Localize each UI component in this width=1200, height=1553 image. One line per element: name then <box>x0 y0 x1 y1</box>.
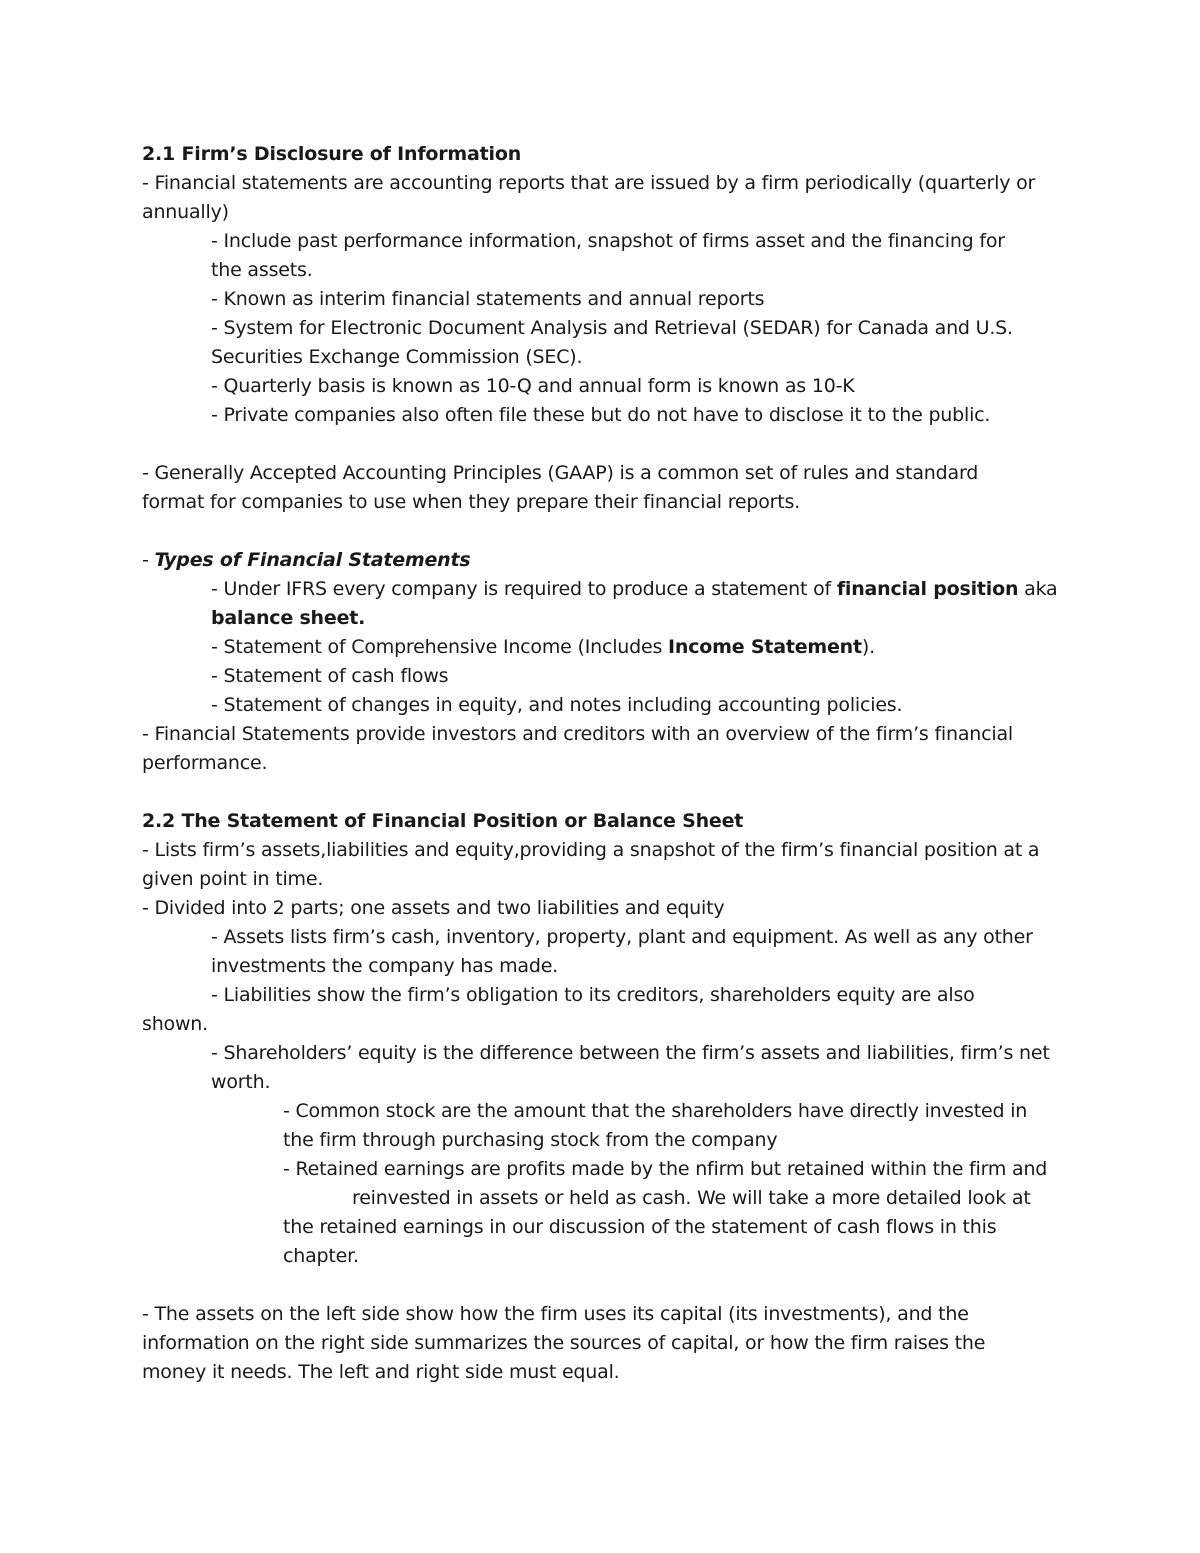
sub-bullet-line: the retained earnings in our discussion of the statement of cash flows in this <box>283 1216 997 1238</box>
bullet-line: investments the company has made. <box>211 955 559 977</box>
sub-bullet-line: the firm through purchasing stock from the company <box>283 1129 778 1151</box>
bullet-line: - Quarterly basis is known as 10-Q and annual form is known as 10-K <box>211 375 855 397</box>
bullet-line: - Liabilities show the firm’s obligation to its creditors, shareholders equity are also <box>211 984 975 1006</box>
paragraph-line: performance. <box>142 752 268 774</box>
sub-bullet-line: - Retained earnings are profits made by the nfirm but retained within the firm and <box>283 1158 1048 1180</box>
bullet-line: - Include past performance information, snapshot of firms asset and the financing for <box>211 230 1005 252</box>
paragraph-line: money it needs. The left and right side must equal. <box>142 1361 620 1383</box>
bullet-line: - System for Electronic Document Analysis and Retrieval (SEDAR) for Canada and U.S. <box>211 317 1013 339</box>
bullet-line: - Private companies also often file these but do not have to disclose it to the public. <box>211 404 991 426</box>
paragraph-line: - The assets on the left side show how the firm uses its capital (its investments), and the <box>142 1303 969 1325</box>
text-run: - Under IFRS every company is required to produce a statement of <box>211 578 837 600</box>
paragraph-line: - Generally Accepted Accounting Principles (GAAP) is a common set of rules and standard <box>142 462 979 484</box>
paragraph-line: - Financial statements are accounting reports that are issued by a firm periodically (quarterly or <box>142 172 1036 194</box>
sub-bullet-line: chapter. <box>283 1245 359 1267</box>
bullet-line: Securities Exchange Commission (SEC). <box>211 346 583 368</box>
bullet-line: balance sheet. <box>211 607 366 629</box>
text-run: ). <box>861 636 875 658</box>
section-heading-2-2: 2.2 The Statement of Financial Position or Balance Sheet <box>142 810 744 832</box>
bold-run: financial position <box>836 578 1019 600</box>
paragraph-line: - Divided into 2 parts; one assets and two liabilities and equity <box>142 897 725 919</box>
bullet-line: worth. <box>211 1071 271 1093</box>
text-run: aka <box>1018 578 1058 600</box>
dash: - <box>142 549 155 571</box>
paragraph-line: information on the right side summarizes the sources of capital, or how the firm raises the <box>142 1332 986 1354</box>
bullet-line: - Shareholders’ equity is the difference between the firm’s assets and liabilities, firm’s net <box>211 1042 1050 1064</box>
bold-run: Income Statement <box>668 636 862 658</box>
types-heading: Types of Financial Statements <box>154 549 471 571</box>
bullet-line <box>211 633 875 662</box>
paragraph-line: - Lists firm’s assets,liabilities and equity,providing a snapshot of the firm’s financial position at a <box>142 839 1040 861</box>
sub-bullet-line: - Common stock are the amount that the shareholders have directly invested in <box>283 1100 1028 1122</box>
bullet-line: - Assets lists firm’s cash, inventory, property, plant and equipment. As well as any other <box>211 926 1033 948</box>
paragraph-line: shown. <box>142 1013 208 1035</box>
types-heading-line <box>142 546 471 575</box>
bullet-line: - Known as interim financial statements and annual reports <box>211 288 765 310</box>
section-heading-2-1: 2.1 Firm’s Disclosure of Information <box>142 143 522 165</box>
paragraph-line: - Financial Statements provide investors and creditors with an overview of the firm’s financial <box>142 723 1013 745</box>
paragraph-line: given point in time. <box>142 868 324 890</box>
paragraph-line: format for companies to use when they prepare their financial reports. <box>142 491 801 513</box>
bullet-line: - Statement of cash flows <box>211 665 449 687</box>
sub-bullet-line: reinvested in assets or held as cash. We will take a more detailed look at <box>352 1187 1031 1209</box>
bullet-line: the assets. <box>211 259 313 281</box>
text-run: - Statement of Comprehensive Income (Includes <box>211 636 669 658</box>
bullet-line <box>211 575 1057 604</box>
paragraph-line: annually) <box>142 201 229 223</box>
bullet-line: - Statement of changes in equity, and notes including accounting policies. <box>211 694 903 716</box>
